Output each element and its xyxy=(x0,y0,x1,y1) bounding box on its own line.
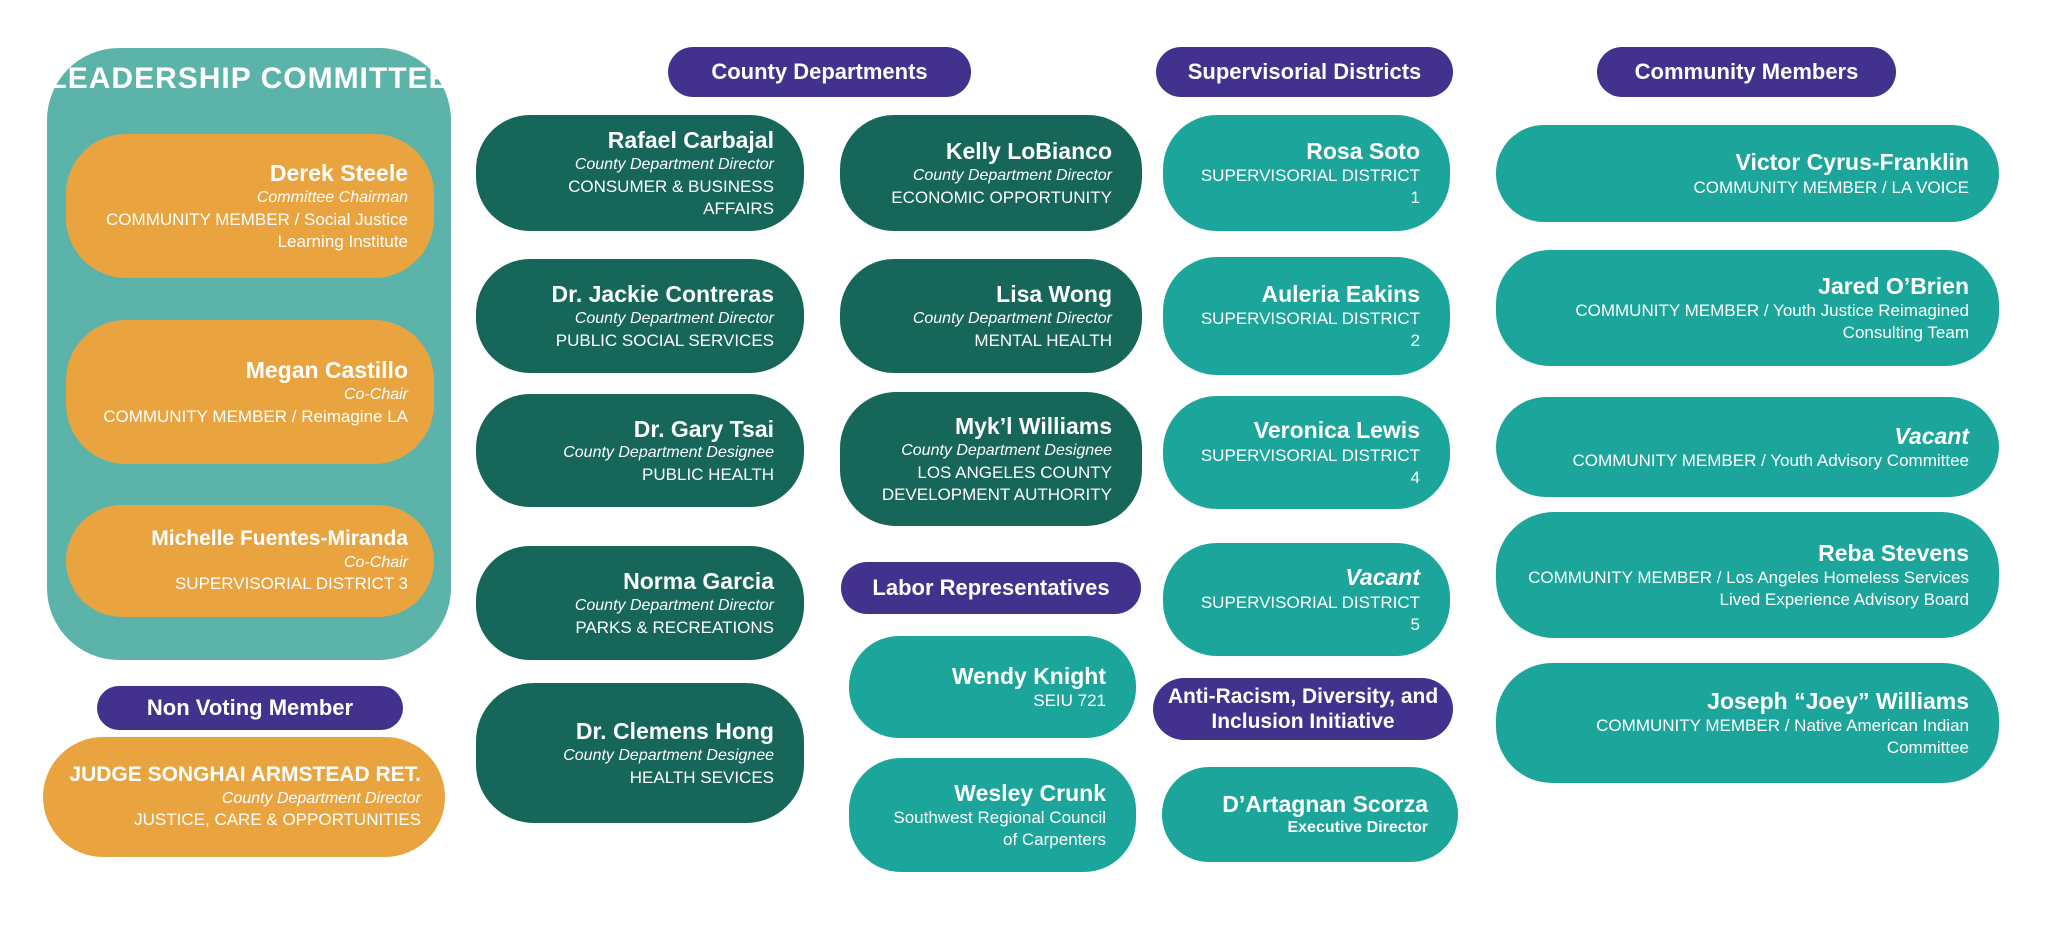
member-pill-vacant-district-5 xyxy=(1163,543,1450,656)
member-org: COMMUNITY MEMBER / LA VOICE xyxy=(1693,177,1969,197)
member-pill-reba-stevens xyxy=(1496,512,1999,638)
member-org: COMMUNITY MEMBER / Youth Justice Reimagined Consulting Team xyxy=(1575,301,1969,343)
member-org: COMMUNITY MEMBER / Youth Advisory Committee xyxy=(1572,451,1969,471)
member-role: Co-Chair xyxy=(343,553,408,571)
member-pill-gary-tsai xyxy=(476,394,804,507)
member-org: ECONOMIC OPPORTUNITY xyxy=(891,187,1112,207)
member-pill-kelly-lobianco xyxy=(840,115,1142,231)
member-pill-victor-cyrus-franklin xyxy=(1496,125,1999,222)
member-org: SUPERVISORIAL DISTRICT 2 xyxy=(1200,309,1420,351)
member-name: Wendy Knight xyxy=(951,662,1106,689)
member-role: County Department Designee xyxy=(901,441,1112,459)
member-org: SUPERVISORIAL DISTRICT 3 xyxy=(174,574,408,594)
member-name: Wesley Crunk xyxy=(954,779,1106,806)
member-name: Victor Cyrus-Franklin xyxy=(1735,149,1969,176)
member-pill-norma-garcia xyxy=(476,546,804,660)
supervisorial-districts-header: Supervisorial Districts xyxy=(1156,47,1453,97)
member-role: County Department Director xyxy=(912,166,1112,184)
member-name: Dr. Gary Tsai xyxy=(633,415,774,442)
member-org: SEIU 721 xyxy=(1033,691,1106,711)
member-org: COMMUNITY MEMBER / Los Angeles Homeless Services Lived Experience Advisory Board xyxy=(1528,568,1969,610)
member-pill-rafael-carbajal xyxy=(476,115,804,231)
member-org: CONSUMER & BUSINESS AFFAIRS xyxy=(568,176,774,218)
member-pill-joseph-joey-williams xyxy=(1496,663,1999,783)
member-name: D’Artagnan Scorza xyxy=(1222,790,1428,817)
member-name: Dr. Clemens Hong xyxy=(575,718,774,745)
member-org: SUPERVISORIAL DISTRICT 4 xyxy=(1200,445,1420,487)
member-pill-clemens-hong xyxy=(476,683,804,823)
member-pill-rosa-soto xyxy=(1163,115,1450,231)
member-name: Rosa Soto xyxy=(1306,137,1420,164)
member-pill-jared-obrien xyxy=(1496,250,1999,366)
anti-racism-initiative-header: Anti-Racism, Diversity, and Inclusion Initiative xyxy=(1153,678,1453,740)
member-pill-michelle-fuentes-miranda xyxy=(66,505,434,617)
leadership-committee-title: LEADERSHIP COMMITTEE xyxy=(48,62,450,95)
member-name: Myk’l Williams xyxy=(954,413,1112,440)
member-name: Megan Castillo xyxy=(245,357,408,384)
member-pill-wendy-knight xyxy=(849,636,1136,738)
member-role: Committee Chairman xyxy=(256,188,408,206)
member-org: Southwest Regional Council of Carpenters xyxy=(893,808,1106,850)
labor-representatives-header: Labor Representatives xyxy=(841,562,1141,614)
member-org: SUPERVISORIAL DISTRICT 1 xyxy=(1200,166,1420,208)
member-role: County Department Designee xyxy=(563,444,774,462)
member-name: Vacant xyxy=(1345,564,1420,591)
member-name: Jared O’Brien xyxy=(1818,272,1969,299)
member-pill-veronica-lewis xyxy=(1163,396,1450,509)
member-pill-megan-castillo xyxy=(66,320,434,464)
member-name: Derek Steele xyxy=(269,160,408,187)
member-pill-lisa-wong xyxy=(840,259,1142,373)
member-name: Dr. Jackie Contreras xyxy=(551,281,774,308)
member-name: Vacant xyxy=(1894,422,1969,449)
member-pill-judge-songhai-armstead xyxy=(43,737,445,857)
member-org: PUBLIC SOCIAL SERVICES xyxy=(555,330,774,350)
member-role: County Department Director xyxy=(574,155,774,173)
member-role: Co-Chair xyxy=(343,385,408,403)
member-role: County Department Designee xyxy=(563,746,774,764)
member-role: County Department Director xyxy=(574,596,774,614)
member-org: JUSTICE, CARE & OPPORTUNITIES xyxy=(134,810,421,830)
member-name: Lisa Wong xyxy=(996,281,1112,308)
member-org: MENTAL HEALTH xyxy=(974,330,1112,350)
member-name: Reba Stevens xyxy=(1818,539,1969,566)
member-name: Rafael Carbajal xyxy=(607,127,774,154)
member-name: Veronica Lewis xyxy=(1253,417,1420,444)
member-name: Joseph “Joey” Williams xyxy=(1707,687,1969,714)
member-org: PUBLIC HEALTH xyxy=(642,465,774,485)
member-pill-vacant-youth-advisory xyxy=(1496,397,1999,497)
member-name: JUDGE SONGHAI ARMSTEAD RET. xyxy=(69,763,421,787)
member-org: COMMUNITY MEMBER / Reimagine LA xyxy=(103,406,408,426)
member-org: COMMUNITY MEMBER / Social Justice Learning Institute xyxy=(106,209,408,251)
member-name: Kelly LoBianco xyxy=(945,138,1112,165)
member-role: County Department Director xyxy=(574,309,774,327)
member-name: Michelle Fuentes-Miranda xyxy=(151,527,408,551)
member-pill-mykl-williams xyxy=(840,392,1142,526)
member-pill-derek-steele xyxy=(66,134,434,278)
member-org: HEALTH SEVICES xyxy=(629,767,774,787)
member-org: LOS ANGELES COUNTY DEVELOPMENT AUTHORITY xyxy=(881,462,1112,504)
member-name: Auleria Eakins xyxy=(1261,280,1420,307)
member-pill-wesley-crunk xyxy=(849,758,1136,872)
member-role: County Department Director xyxy=(912,309,1112,327)
member-name: Norma Garcia xyxy=(623,568,774,595)
county-departments-header: County Departments xyxy=(668,47,971,97)
member-pill-dartagnan-scorza xyxy=(1162,767,1458,862)
member-org: COMMUNITY MEMBER / Native American Indian Committee xyxy=(1596,716,1969,758)
non-voting-member-header: Non Voting Member xyxy=(97,686,403,730)
member-role: County Department Director xyxy=(221,789,421,807)
community-members-header: Community Members xyxy=(1597,47,1896,97)
member-org: PARKS & RECREATIONS xyxy=(575,617,774,637)
member-pill-auleria-eakins xyxy=(1163,257,1450,375)
member-role: Executive Director xyxy=(1287,819,1428,837)
member-org: SUPERVISORIAL DISTRICT 5 xyxy=(1200,592,1420,634)
member-pill-jackie-contreras xyxy=(476,259,804,373)
